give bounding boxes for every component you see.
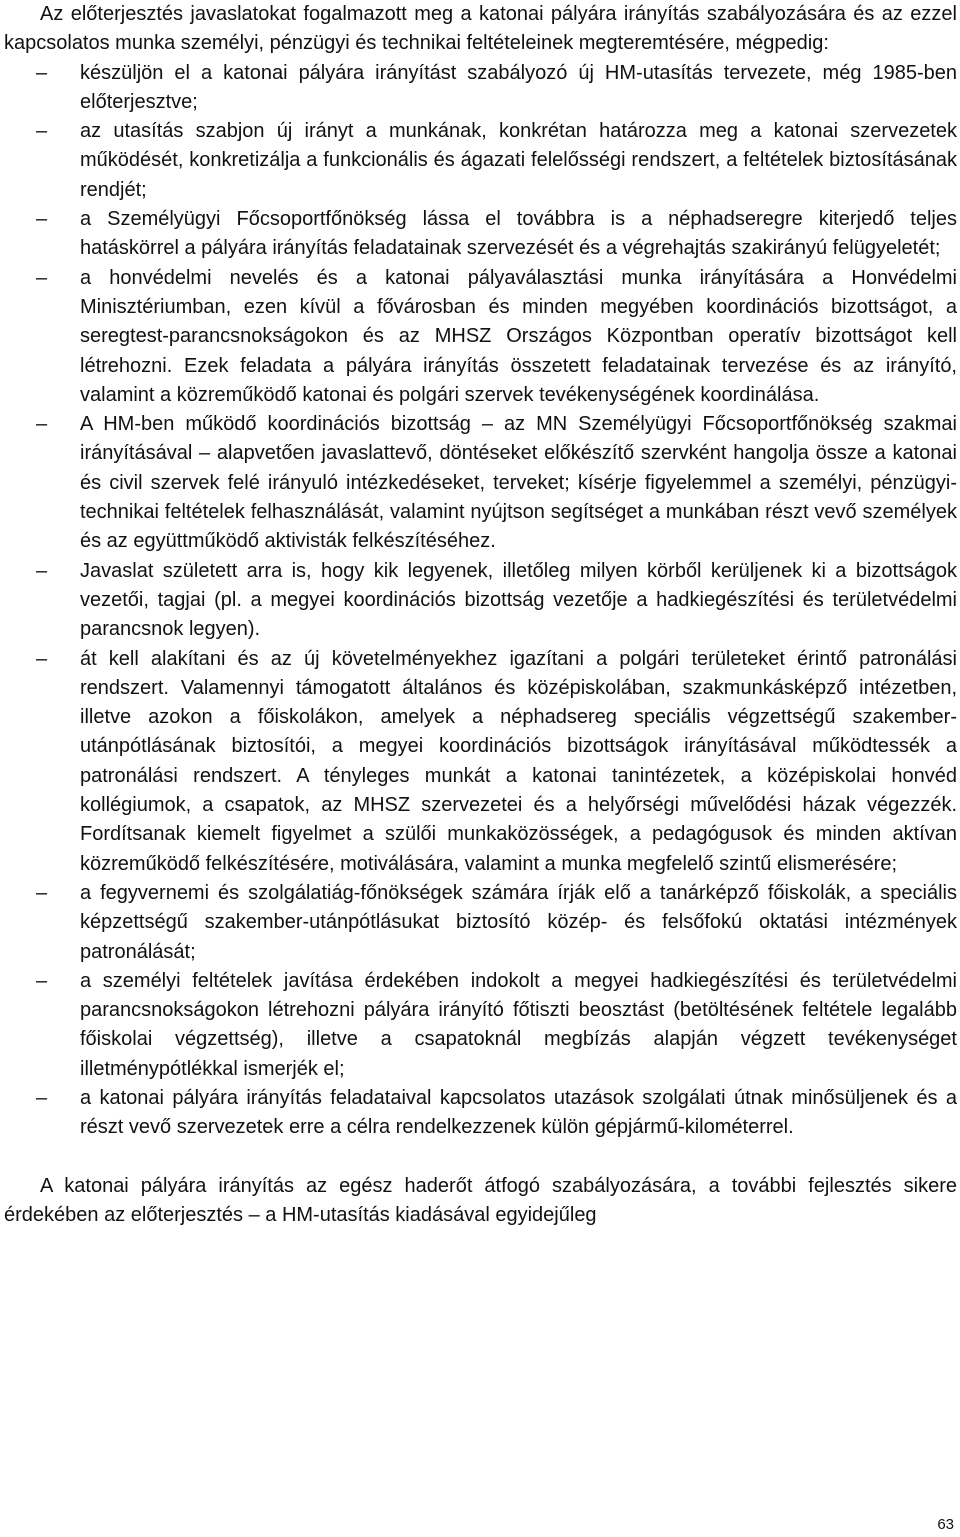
list-item-text: a személyi feltételek javítása érdekében indokolt a megyei hadkiegészítési és területvédelmi parancsnokságokon létrehozni pályára irányító főtiszti beosztást (betöltésének feltétele legalább főiskolai végzettség), illetve a csapatoknál megbízás alapján végzett tevékenységet illetménypótlékkal ismerjék el;	[80, 969, 957, 1080]
proposal-list	[4, 59, 957, 1143]
list-item	[4, 879, 957, 967]
list-item-text: a fegyvernemi és szolgálatiág-főnökségek számára írják elő a tanárképző főiskolák, a speciális képzettségű szakember-utánpótlásukat biztosító közép- és felsőfokú oktatási intézmények patronálását;	[80, 881, 957, 963]
document-page	[4, 0, 957, 1250]
list-item	[4, 967, 957, 1084]
list-item-text: az utasítás szabjon új irányt a munkának, konkrétan határozza meg a katonai szervezetek működését, konkretizálja a funkcionális és ágazati felelősségi rendszert, a feltételek biztosításának rendjét;	[80, 120, 957, 201]
list-item	[4, 59, 957, 118]
list-item-text: készüljön el a katonai pályára irányítást szabályozó új HM-utasítás tervezete, még 1985-ben előterjesztve;	[80, 61, 957, 113]
dash-bullet-icon: –	[36, 61, 48, 84]
list-item	[4, 410, 957, 556]
dash-bullet-icon: –	[36, 969, 48, 992]
dash-bullet-icon: –	[36, 266, 48, 289]
dash-bullet-icon: –	[36, 1086, 48, 1109]
list-item-text: a katonai pályára irányítás feladataival kapcsolatos utazások szolgálati útnak minősüljenek és a részt vevő szervezetek erre a célra rendelkezzenek külön gépjármű-kilométerrel.	[80, 1086, 957, 1139]
closing-paragraph: A katonai pályára irányítás az egész haderőt átfogó szabályozására, a további fejlesztés sikere érdekében az előterjesztés – a HM-utasítás kiadásával egyidejűleg	[4, 1174, 957, 1226]
list-item-text: a Személyügyi Főcsoportfőnökség lássa el továbbra is a néphadseregre kiterjedő teljes hatáskörrel a pályára irányítás feladatainak szervezését és a végrehajtás szakirányú felügyeletét;	[80, 208, 957, 260]
page-number: 63	[937, 1516, 954, 1533]
dash-bullet-icon: –	[36, 647, 48, 670]
list-item	[4, 205, 957, 264]
dash-bullet-icon: –	[36, 881, 48, 904]
dash-bullet-icon: –	[36, 208, 48, 231]
list-item-text: a honvédelmi nevelés és a katonai pályaválasztási munka irányítására a Honvédelmi Minisztériumban, ezen kívül a fővárosban és minden megyében koordinációs bizottságot, a seregtest-parancsnokságokon és az MHSZ Országos Központban operatív bizottságot kell létrehozni. Ezek feladata a pályára irányítás összetett feladatainak tervezése és az irányító, valamint a közreműködő katonai és polgári szervek tevékenységének koordinálása.	[80, 266, 957, 406]
list-item-text: A HM-ben működő koordinációs bizottság – az MN Személyügyi Főcsoportfőnökség szakmai irányításával – alapvetően javaslattevő, döntéseket előkészítő szervként hangolja össze a katonai és civil szervek felé irányuló intézkedéseket, terveket; kísérje figyelemmel a személyi, pénzügyi-technikai feltételek felhasználását, valamint nyújtson segítséget a munkában részt vevő személyek és az együttműködő aktivisták felkészítéséhez.	[80, 413, 957, 553]
list-item	[4, 1084, 957, 1143]
list-item-text: át kell alakítani és az új követelményekhez igazítani a polgári területeket érintő patronálási rendszert. Valamennyi támogatott általános és középiskolában, szakmunkásképző intézetben, illetve azokon a főiskolákon, amelyek a néphadsereg speciális végzettségű szakember-utánpótlásának biztosítói, a megyei koordinációs bizottságok irányításával működtessék a patronálási rendszert. A tényleges munkát a katonai tanintézetek, a középiskolai honvéd kollégiumok, a csapatok, az MHSZ szervezetei és a helyőrségi művelődési házak végezzék. Fordítsanak kiemelt figyelmet a szülői munkaközösségek, a pedagógusok és minden aktívan közreműködő felkészítésére, motiválására, valamint a munka megfelelő szintű elismerésére;	[80, 647, 957, 875]
dash-bullet-icon: –	[36, 559, 48, 582]
list-item	[4, 557, 957, 645]
dash-bullet-icon: –	[36, 413, 48, 436]
list-item	[4, 117, 957, 205]
list-item	[4, 264, 957, 410]
list-item-text: Javaslat született arra is, hogy kik legyenek, illetőleg milyen körből kerüljenek ki a bizottságok vezetői, tagjai (pl. a megyei koordinációs bizottság vezetője a hadkiegészítési és területvédelmi parancsnok legyen).	[80, 559, 957, 641]
dash-bullet-icon: –	[36, 120, 48, 143]
intro-paragraph: Az előterjesztés javaslatokat fogalmazott meg a katonai pályára irányítás szabályozására és az ezzel kapcsolatos munka személyi, pénzügyi és technikai feltételeinek megteremtésére, mégpedig:	[4, 3, 957, 55]
list-item	[4, 645, 957, 879]
